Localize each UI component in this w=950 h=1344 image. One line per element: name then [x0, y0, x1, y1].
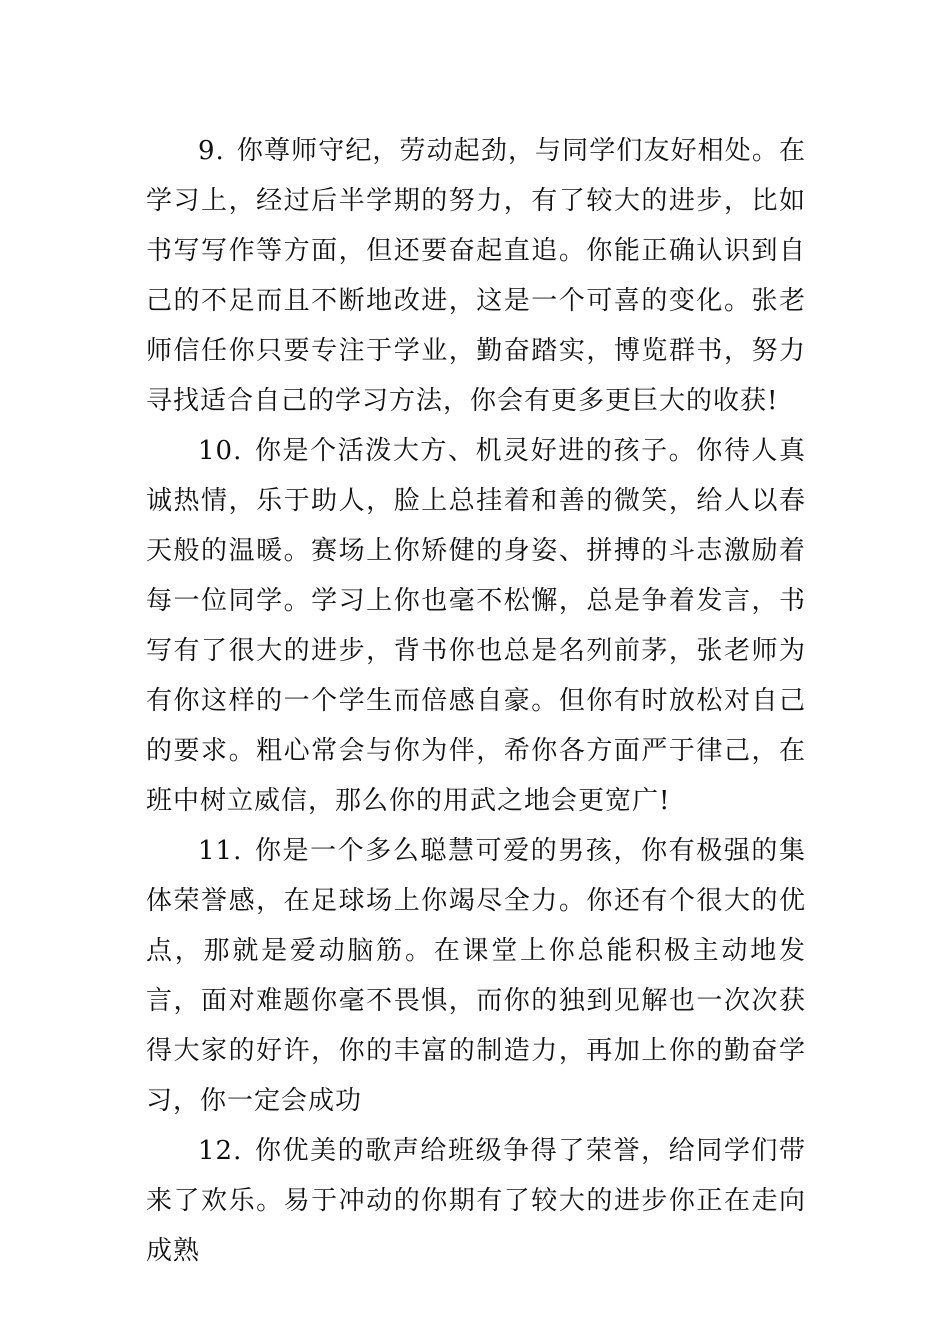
paragraph-text: 你优美的歌声给班级争得了荣誉，给同学们带来了欢乐。易于冲动的你期有了较大的进步你正在走向成熟 [146, 1136, 806, 1266]
paragraph-number: 10. [198, 436, 243, 466]
paragraph-number: 9. [198, 136, 225, 166]
document-body [146, 126, 806, 1276]
paragraph-text: 你尊师守纪，劳动起劲，与同学们友好相处。在学习上，经过后半学期的努力，有了较大的进步，比如书写写作等方面，但还要奋起直追。你能正确认识到自己的不足而且不断地改进，这是一个可喜的变化。张老师信任你只要专注于学业，勤奋踏实，博览群书，努力寻找适合自己的学习方法，你会有更多更巨大的收获! [146, 136, 806, 416]
paragraph-9 [146, 126, 806, 426]
paragraph-10 [146, 426, 806, 826]
paragraph-11 [146, 826, 806, 1126]
paragraph-text: 你是一个多么聪慧可爱的男孩，你有极强的集体荣誉感，在足球场上你竭尽全力。你还有个很大的优点，那就是爱动脑筋。在课堂上你总能积极主动地发言，面对难题你毫不畏惧，而你的独到见解也一次次获得大家的好许，你的丰富的制造力，再加上你的勤奋学习，你一定会成功 [146, 836, 806, 1116]
paragraph-12 [146, 1126, 806, 1276]
paragraph-number: 11. [198, 836, 243, 866]
paragraph-text: 你是个活泼大方、机灵好进的孩子。你待人真诚热情，乐于助人，脸上总挂着和善的微笑，给人以春天般的温暖。赛场上你矫健的身姿、拼搏的斗志激励着每一位同学。学习上你也毫不松懈，总是争着发言，书写有了很大的进步，背书你也总是名列前茅，张老师为有你这样的一个学生而倍感自豪。但你有时放松对自己的要求。粗心常会与你为伴，希你各方面严于律己，在班中树立威信，那么你的用武之地会更宽广! [146, 436, 806, 816]
paragraph-number: 12. [198, 1136, 243, 1166]
